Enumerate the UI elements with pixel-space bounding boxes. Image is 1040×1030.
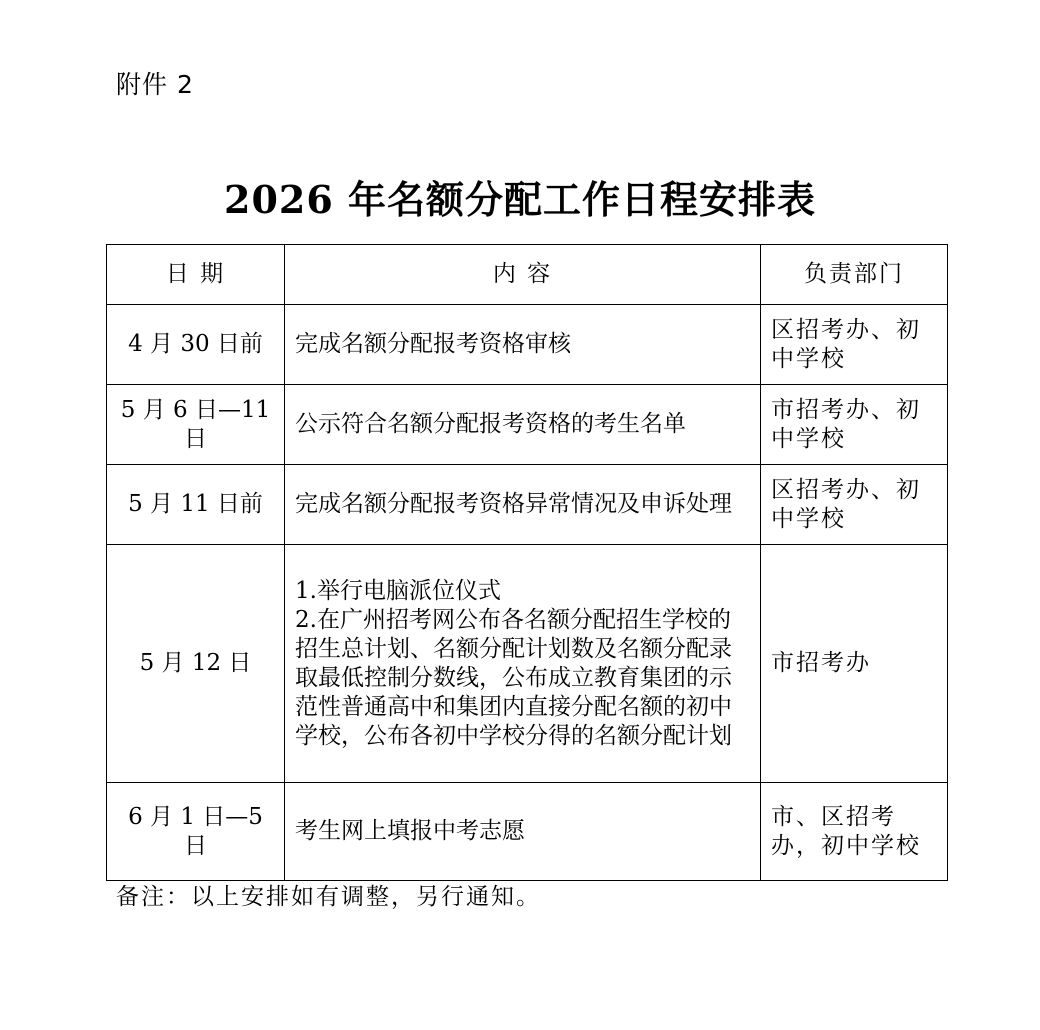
- row-date: 6 月 1 日—5 日: [107, 783, 285, 881]
- header-date: 日 期: [107, 245, 285, 305]
- table-header-row: [107, 245, 948, 305]
- table-row: [107, 305, 948, 385]
- row-date: 5 月 12 日: [107, 545, 285, 783]
- header-content: 内 容: [285, 245, 761, 305]
- attachment-label: 附件 2: [116, 70, 194, 99]
- table-row: [107, 465, 948, 545]
- table-row: [107, 385, 948, 465]
- row-date: 5 月 6 日—11 日: [107, 385, 285, 465]
- row-date: 4 月 30 日前: [107, 305, 285, 385]
- content-line-2: 2.在广州招考网公布各名额分配招生学校的招生总计划、名额分配计划数及名额分配录取最低控制分数线，公布成立教育集团的示范性普通高中和集团内直接分配名额的初中学校，公布各初中学校分得的名额分配计划: [295, 606, 732, 749]
- row-content: 公示符合名额分配报考资格的考生名单: [285, 385, 761, 465]
- footnote: 备注：以上安排如有调整，另行通知。: [116, 884, 541, 910]
- row-content: 考生网上填报中考志愿: [285, 783, 761, 881]
- row-department: 区招考办、初中学校: [761, 465, 948, 545]
- row-department: 市招考办: [761, 545, 948, 783]
- row-department: 市招考办、初中学校: [761, 385, 948, 465]
- schedule-table: [106, 244, 948, 881]
- row-department: 市、区招考办，初中学校: [761, 783, 948, 881]
- table-row: [107, 545, 948, 783]
- document-title: 2026 年名额分配工作日程安排表: [224, 177, 816, 222]
- content-line-1: 1.举行电脑派位仪式: [295, 577, 501, 604]
- row-date: 5 月 11 日前: [107, 465, 285, 545]
- row-content: 完成名额分配报考资格审核: [285, 305, 761, 385]
- header-department: 负责部门: [761, 245, 948, 305]
- table-row: [107, 783, 948, 881]
- row-content: [285, 545, 761, 783]
- row-department: 区招考办、初中学校: [761, 305, 948, 385]
- row-content: 完成名额分配报考资格异常情况及申诉处理: [285, 465, 761, 545]
